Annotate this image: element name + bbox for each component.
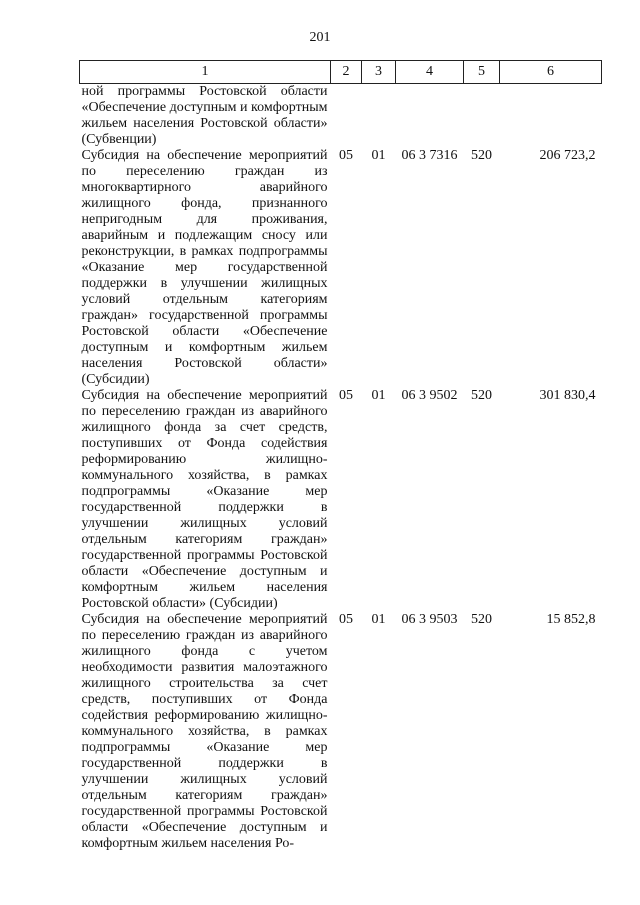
row-description: Субсидия на обеспечение мероприятий по переселению граждан из аварийного жилищного фонда за счет средств, поступивших от Фонда содействия реформированию жилищно-коммунального хозяйства, в рамках подпрограммы «Оказание мер государственной поддержки в улучшении жилищных условий отдельным категориям граждан» государственной программы Ростовской области «Обеспечение доступным и комфортным жильем населения Ростовской области» (Субсидии) xyxy=(81,388,328,611)
row-target: 06 3 7316 xyxy=(401,148,458,163)
row-subsection: 01 xyxy=(371,612,386,627)
row-expense-type: 520 xyxy=(471,388,492,403)
row-amount: 206 723,2 xyxy=(539,148,596,163)
budget-table xyxy=(79,60,602,852)
header-col-1: 1 xyxy=(80,61,331,84)
row-section: 05 xyxy=(339,148,353,163)
row-amount: 15 852,8 xyxy=(546,612,596,627)
row-target: 06 3 9503 xyxy=(401,612,458,627)
header-col-6: 6 xyxy=(500,61,602,84)
row-expense-type: 520 xyxy=(471,148,492,163)
table-row xyxy=(80,388,602,612)
header-col-5: 5 xyxy=(464,61,500,84)
row-target: 06 3 9502 xyxy=(401,388,458,403)
page-number: 201 xyxy=(309,30,331,45)
header-col-3: 3 xyxy=(362,61,396,84)
row-subsection: 01 xyxy=(371,388,386,403)
row-amount: 301 830,4 xyxy=(539,388,596,403)
header-col-2: 2 xyxy=(331,61,362,84)
row-section: 05 xyxy=(339,612,353,627)
row-expense-type: 520 xyxy=(471,612,492,627)
table-header-row xyxy=(80,61,602,84)
row-description: ной программы Ростовской области «Обеспечение доступным и комфортным жильем населения Ростовской области» (Субвенции) xyxy=(81,84,328,147)
table-row xyxy=(80,148,602,388)
row-description: Субсидия на обеспечение мероприятий по переселению граждан из многоквартирного аварийного жилищного фонда, признанного непригодным для проживания, аварийным и подлежащим сносу или реконструкции, в рамках подпрограммы «Оказание мер государственной поддержки в улучшении жилищных условий отдельным категориям граждан» государственной программы Ростовской области «Обеспечение доступным и комфортным жильем населения Ростовской области» (Субсидии) xyxy=(81,148,328,387)
table-row xyxy=(80,612,602,852)
row-section: 05 xyxy=(339,388,353,403)
header-col-4: 4 xyxy=(396,61,464,84)
table-row-continuation xyxy=(80,84,602,149)
row-subsection: 01 xyxy=(371,148,386,163)
row-description: Субсидия на обеспечение мероприятий по переселению граждан из аварийного жилищного фонда с учетом необходимости развития малоэтажного жилищного строительства за счет средств, поступивших от Фонда содействия реформированию жилищно-коммунального хозяйства, в рамках подпрограммы «Оказание мер государственной поддержки в улучшении жилищных условий отдельным категориям граждан» государственной программы Ростовской области «Обеспечение доступным и комфортным жильем населения Ро- xyxy=(81,612,328,851)
